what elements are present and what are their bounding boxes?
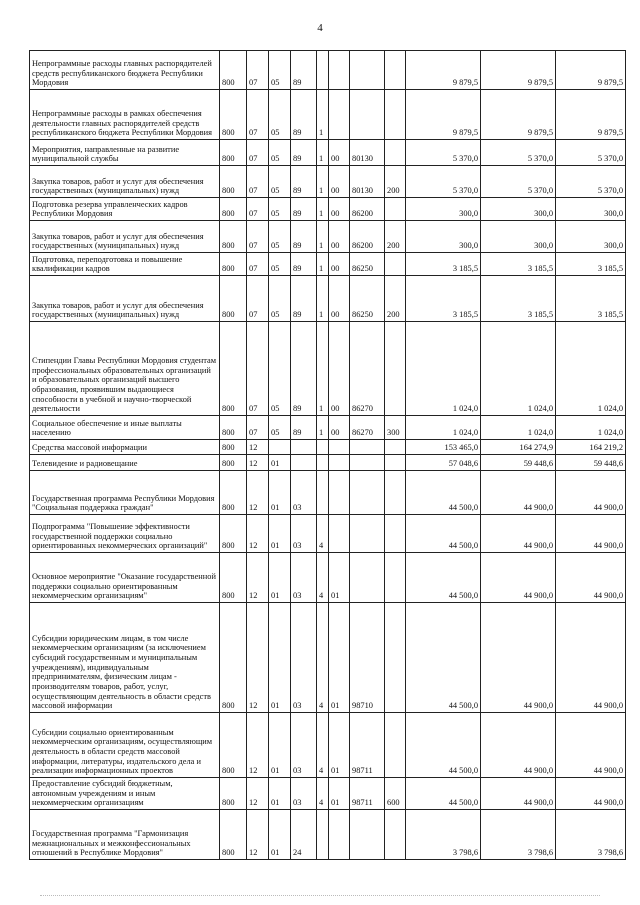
cell-vr [385, 253, 406, 276]
cell-name: Основное мероприятие "Оказание государственной поддержки социально ориентированным некоммерческим организациям" [30, 553, 220, 603]
cell-y3: 3 185,5 [556, 253, 626, 276]
cell-pr: 01 [269, 778, 291, 810]
budget-table-body [30, 51, 626, 860]
cell-vr: 200 [385, 166, 406, 198]
cell-ved: 800 [220, 603, 247, 713]
cell-cs1: 89 [291, 51, 317, 90]
cell-pr: 05 [269, 140, 291, 166]
cell-ved: 800 [220, 471, 247, 515]
cell-cs3 [329, 51, 350, 90]
cell-rz: 12 [247, 603, 269, 713]
cell-vr [385, 51, 406, 90]
cell-y3: 44 900,0 [556, 603, 626, 713]
cell-vr [385, 810, 406, 860]
cell-cs1: 03 [291, 603, 317, 713]
cell-cs4 [350, 471, 385, 515]
cell-cs1 [291, 440, 317, 455]
cell-cs1: 89 [291, 166, 317, 198]
cell-y1: 5 370,0 [406, 140, 481, 166]
cell-vr [385, 455, 406, 471]
table-row [30, 471, 626, 515]
cell-y1: 44 500,0 [406, 778, 481, 810]
cell-ved: 800 [220, 276, 247, 322]
cell-cs4: 98711 [350, 778, 385, 810]
cell-y3: 5 370,0 [556, 140, 626, 166]
cell-cs1: 24 [291, 810, 317, 860]
table-row [30, 253, 626, 276]
cell-pr: 05 [269, 51, 291, 90]
cell-pr: 05 [269, 276, 291, 322]
cell-pr: 05 [269, 322, 291, 416]
cell-vr [385, 603, 406, 713]
cell-cs1: 89 [291, 90, 317, 140]
cell-y3: 3 185,5 [556, 276, 626, 322]
cell-y2: 1 024,0 [481, 322, 556, 416]
cell-name: Подготовка, переподготовка и повышение квалификации кадров [30, 253, 220, 276]
cell-cs3 [329, 515, 350, 553]
cell-cs2: 4 [317, 603, 329, 713]
cell-rz: 07 [247, 90, 269, 140]
cell-y3: 164 219,2 [556, 440, 626, 455]
cell-pr: 05 [269, 253, 291, 276]
cell-rz: 12 [247, 713, 269, 778]
cell-rz: 12 [247, 471, 269, 515]
cell-y3: 59 448,6 [556, 455, 626, 471]
cell-cs1: 89 [291, 322, 317, 416]
cell-vr [385, 440, 406, 455]
cell-vr [385, 713, 406, 778]
cell-cs3: 00 [329, 416, 350, 440]
cell-ved: 800 [220, 553, 247, 603]
cell-y2: 3 798,6 [481, 810, 556, 860]
cell-y2: 3 185,5 [481, 253, 556, 276]
cell-pr: 05 [269, 221, 291, 253]
cell-cs1: 03 [291, 515, 317, 553]
cell-y1: 153 465,0 [406, 440, 481, 455]
cell-y1: 44 500,0 [406, 713, 481, 778]
cell-cs3: 00 [329, 140, 350, 166]
cell-vr [385, 198, 406, 221]
cell-cs4 [350, 515, 385, 553]
cell-ved: 800 [220, 455, 247, 471]
cell-pr: 01 [269, 713, 291, 778]
cell-ved: 800 [220, 416, 247, 440]
cell-name: Субсидии юридическим лицам, в том числе некоммерческим организациям (за исключением субсидий государственным и муниципальным учреждениям), индивидуальным предпринимателям, физическим лицам - производителям товаров, работ, услуг, осуществляющим деятельность в области средств массовой информации [30, 603, 220, 713]
cell-y2: 44 900,0 [481, 471, 556, 515]
cell-name: Закупка товаров, работ и услуг для обеспечения государственных (муниципальных) нужд [30, 221, 220, 253]
cell-pr: 01 [269, 455, 291, 471]
cell-ved: 800 [220, 140, 247, 166]
cell-cs4: 86270 [350, 416, 385, 440]
cell-cs3 [329, 440, 350, 455]
cell-rz: 07 [247, 51, 269, 90]
cell-y2: 44 900,0 [481, 713, 556, 778]
cell-pr [269, 440, 291, 455]
cell-vr: 200 [385, 221, 406, 253]
cell-cs4: 98711 [350, 713, 385, 778]
cell-ved: 800 [220, 713, 247, 778]
cell-cs2 [317, 455, 329, 471]
cell-y1: 44 500,0 [406, 471, 481, 515]
cell-cs2: 1 [317, 276, 329, 322]
cell-y1: 9 879,5 [406, 51, 481, 90]
cell-y2: 5 370,0 [481, 166, 556, 198]
cell-ved: 800 [220, 778, 247, 810]
cell-pr: 05 [269, 166, 291, 198]
cell-pr: 01 [269, 553, 291, 603]
table-row [30, 221, 626, 253]
cell-cs1: 89 [291, 140, 317, 166]
cell-cs3: 00 [329, 198, 350, 221]
cell-ved: 800 [220, 440, 247, 455]
cell-cs2 [317, 51, 329, 90]
cell-name: Непрограммные расходы в рамках обеспечения деятельности главных распорядителей средств республиканского бюджета Республики Мордовия [30, 90, 220, 140]
cell-rz: 07 [247, 140, 269, 166]
cell-cs1 [291, 455, 317, 471]
cell-y1: 5 370,0 [406, 166, 481, 198]
cell-name: Закупка товаров, работ и услуг для обеспечения государственных (муниципальных) нужд [30, 166, 220, 198]
cell-cs3: 01 [329, 603, 350, 713]
cell-cs3: 01 [329, 553, 350, 603]
cell-rz: 12 [247, 455, 269, 471]
cell-y1: 9 879,5 [406, 90, 481, 140]
cell-ved: 800 [220, 90, 247, 140]
page-number: 4 [317, 22, 323, 34]
cell-y1: 3 185,5 [406, 253, 481, 276]
cell-y1: 44 500,0 [406, 515, 481, 553]
cell-name: Непрограммные расходы главных распорядителей средств республиканского бюджета Республики Мордовия [30, 51, 220, 90]
cell-ved: 800 [220, 51, 247, 90]
cell-y2: 44 900,0 [481, 603, 556, 713]
cell-vr [385, 140, 406, 166]
table-row [30, 416, 626, 440]
cell-ved: 800 [220, 198, 247, 221]
cell-cs3: 00 [329, 166, 350, 198]
cell-y2: 44 900,0 [481, 515, 556, 553]
cell-cs4: 86250 [350, 276, 385, 322]
cell-rz: 12 [247, 553, 269, 603]
table-row [30, 603, 626, 713]
cell-cs3: 01 [329, 713, 350, 778]
table-row [30, 166, 626, 198]
cell-y3: 9 879,5 [556, 90, 626, 140]
cell-cs2: 4 [317, 553, 329, 603]
cell-y3: 44 900,0 [556, 713, 626, 778]
table-row [30, 198, 626, 221]
cell-name: Субсидии социально ориентированным некоммерческим организациям, осуществляющим деятельность в области средств массовой информации, литературы, издательского дела и реализации информационных проектов [30, 713, 220, 778]
cell-y3: 44 900,0 [556, 471, 626, 515]
cell-y1: 57 048,6 [406, 455, 481, 471]
cell-vr [385, 90, 406, 140]
cell-cs3: 00 [329, 253, 350, 276]
cell-y2: 300,0 [481, 198, 556, 221]
cell-y2: 9 879,5 [481, 51, 556, 90]
cell-cs3 [329, 471, 350, 515]
cell-pr: 01 [269, 603, 291, 713]
cell-cs2: 4 [317, 778, 329, 810]
cell-cs2: 1 [317, 322, 329, 416]
cell-y2: 3 185,5 [481, 276, 556, 322]
cell-name: Подготовка резерва управленческих кадров Республики Мордовия [30, 198, 220, 221]
footer-divider [40, 895, 600, 897]
cell-pr: 05 [269, 416, 291, 440]
budget-table [29, 50, 626, 860]
cell-y2: 59 448,6 [481, 455, 556, 471]
cell-y3: 1 024,0 [556, 322, 626, 416]
cell-y1: 3 185,5 [406, 276, 481, 322]
cell-name: Средства массовой информации [30, 440, 220, 455]
cell-rz: 07 [247, 253, 269, 276]
cell-cs2: 1 [317, 253, 329, 276]
cell-cs1: 03 [291, 713, 317, 778]
cell-cs4: 86200 [350, 198, 385, 221]
table-row [30, 322, 626, 416]
table-row [30, 440, 626, 455]
table-row [30, 810, 626, 860]
cell-cs3 [329, 810, 350, 860]
cell-cs2: 1 [317, 416, 329, 440]
cell-cs2: 4 [317, 713, 329, 778]
cell-cs3: 00 [329, 221, 350, 253]
cell-vr [385, 515, 406, 553]
cell-name: Телевидение и радиовещание [30, 455, 220, 471]
table-row [30, 515, 626, 553]
cell-y2: 300,0 [481, 221, 556, 253]
cell-cs4: 86250 [350, 253, 385, 276]
cell-name: Государственная программа Республики Мордовия "Социальная поддержка граждан" [30, 471, 220, 515]
cell-cs1: 89 [291, 221, 317, 253]
cell-cs1: 03 [291, 553, 317, 603]
cell-pr: 05 [269, 90, 291, 140]
cell-cs3: 01 [329, 778, 350, 810]
cell-name: Государственная программа "Гармонизация межнациональных и межконфессиональных отношений в Республике Мордовия" [30, 810, 220, 860]
cell-cs4: 86200 [350, 221, 385, 253]
cell-cs4 [350, 51, 385, 90]
cell-rz: 07 [247, 416, 269, 440]
cell-cs4: 98710 [350, 603, 385, 713]
cell-cs1: 89 [291, 416, 317, 440]
cell-y3: 3 798,6 [556, 810, 626, 860]
cell-pr: 01 [269, 515, 291, 553]
cell-cs3 [329, 455, 350, 471]
cell-y2: 9 879,5 [481, 90, 556, 140]
cell-y1: 3 798,6 [406, 810, 481, 860]
cell-vr: 600 [385, 778, 406, 810]
cell-rz: 07 [247, 276, 269, 322]
cell-cs2: 1 [317, 221, 329, 253]
cell-ved: 800 [220, 166, 247, 198]
cell-name: Подпрограмма "Повышение эффективности государственной поддержки социально ориентированных некоммерческих организаций" [30, 515, 220, 553]
cell-ved: 800 [220, 810, 247, 860]
table-row [30, 455, 626, 471]
cell-pr: 05 [269, 198, 291, 221]
cell-y2: 44 900,0 [481, 778, 556, 810]
table-row [30, 778, 626, 810]
cell-y2: 5 370,0 [481, 140, 556, 166]
cell-y3: 1 024,0 [556, 416, 626, 440]
cell-y3: 5 370,0 [556, 166, 626, 198]
cell-cs1: 03 [291, 471, 317, 515]
cell-y1: 300,0 [406, 221, 481, 253]
cell-cs2: 1 [317, 90, 329, 140]
cell-rz: 07 [247, 166, 269, 198]
cell-cs4: 80130 [350, 140, 385, 166]
cell-cs4 [350, 90, 385, 140]
cell-cs4: 80130 [350, 166, 385, 198]
cell-rz: 12 [247, 810, 269, 860]
cell-vr [385, 553, 406, 603]
cell-cs2: 1 [317, 166, 329, 198]
cell-name: Социальное обеспечение и иные выплаты населению [30, 416, 220, 440]
cell-cs1: 89 [291, 198, 317, 221]
cell-pr: 01 [269, 471, 291, 515]
cell-cs2: 1 [317, 140, 329, 166]
cell-y2: 44 900,0 [481, 553, 556, 603]
cell-y1: 1 024,0 [406, 322, 481, 416]
cell-y2: 1 024,0 [481, 416, 556, 440]
cell-y3: 44 900,0 [556, 515, 626, 553]
cell-cs1: 89 [291, 253, 317, 276]
cell-y1: 44 500,0 [406, 553, 481, 603]
cell-y1: 1 024,0 [406, 416, 481, 440]
table-row [30, 553, 626, 603]
cell-rz: 07 [247, 322, 269, 416]
cell-y3: 44 900,0 [556, 778, 626, 810]
table-row [30, 90, 626, 140]
table-row [30, 51, 626, 90]
cell-y2: 164 274,9 [481, 440, 556, 455]
cell-name: Предоставление субсидий бюджетным, автономным учреждениям и иным некоммерческим организациям [30, 778, 220, 810]
cell-name: Закупка товаров, работ и услуг для обеспечения государственных (муниципальных) нужд [30, 276, 220, 322]
table-row [30, 713, 626, 778]
cell-y3: 9 879,5 [556, 51, 626, 90]
cell-cs1: 89 [291, 276, 317, 322]
cell-cs3: 00 [329, 276, 350, 322]
cell-cs3: 00 [329, 322, 350, 416]
cell-vr [385, 471, 406, 515]
cell-cs4 [350, 455, 385, 471]
cell-ved: 800 [220, 253, 247, 276]
cell-name: Мероприятия, направленные на развитие муниципальной службы [30, 140, 220, 166]
cell-cs1: 03 [291, 778, 317, 810]
cell-pr: 01 [269, 810, 291, 860]
cell-name: Стипендии Главы Республики Мордовия студентам профессиональных образовательных организаций и образовательных организаций высшего образования, проявившим выдающиеся способности в учебной и научно-творческой деятельности [30, 322, 220, 416]
cell-cs2: 1 [317, 198, 329, 221]
cell-ved: 800 [220, 221, 247, 253]
cell-y1: 44 500,0 [406, 603, 481, 713]
cell-ved: 800 [220, 322, 247, 416]
cell-y1: 300,0 [406, 198, 481, 221]
cell-vr: 200 [385, 276, 406, 322]
cell-ved: 800 [220, 515, 247, 553]
cell-cs3 [329, 90, 350, 140]
cell-rz: 12 [247, 440, 269, 455]
cell-rz: 12 [247, 778, 269, 810]
cell-cs2 [317, 810, 329, 860]
cell-rz: 12 [247, 515, 269, 553]
cell-vr: 300 [385, 416, 406, 440]
cell-cs4: 86270 [350, 322, 385, 416]
cell-vr [385, 322, 406, 416]
table-row [30, 140, 626, 166]
cell-cs2 [317, 471, 329, 515]
cell-cs2 [317, 440, 329, 455]
cell-cs2: 4 [317, 515, 329, 553]
cell-cs4 [350, 440, 385, 455]
cell-y3: 300,0 [556, 198, 626, 221]
cell-cs4 [350, 553, 385, 603]
cell-cs4 [350, 810, 385, 860]
table-row [30, 276, 626, 322]
cell-rz: 07 [247, 198, 269, 221]
cell-y3: 44 900,0 [556, 553, 626, 603]
cell-rz: 07 [247, 221, 269, 253]
cell-y3: 300,0 [556, 221, 626, 253]
